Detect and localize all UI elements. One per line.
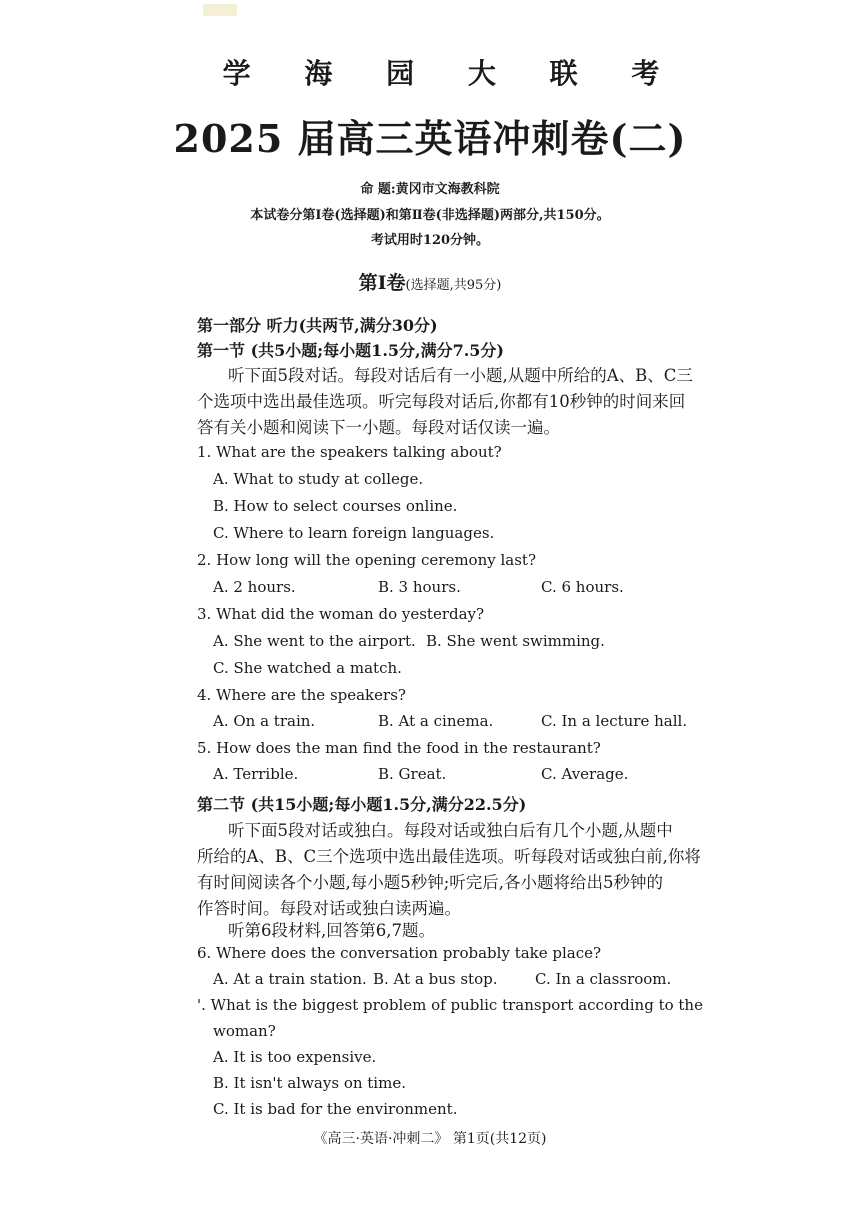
section2-title: 第二节 (共15小题;每小题1.5分,满分22.5分) [197, 795, 527, 814]
section1-instruction-line: 个选项中选出最佳选项。听完每段对话后,你都有10秒钟的时间来回 [197, 392, 686, 411]
volume-label: 第Ⅰ卷 [358, 272, 406, 294]
exam-info-line-2: 考试用时120分钟。 [370, 233, 490, 248]
question-2-option-a: A. 2 hours. [213, 578, 296, 596]
question-6-option-c: C. In a classroom. [535, 970, 672, 988]
question-1-option-b: B. How to select courses online. [213, 497, 458, 515]
question-6-option-b: B. At a bus stop. [373, 970, 498, 988]
section1-instruction-line: 听下面5段对话。每段对话后有一小题,从题中所给的A、B、C三 [228, 366, 693, 385]
question-1-option-c: C. Where to learn foreign languages. [213, 524, 495, 542]
question-4-stem: 4. Where are the speakers? [197, 686, 406, 704]
question-5-option-b: B. Great. [378, 765, 447, 783]
exam-title: 2025 届高三英语冲刺卷(二) [173, 116, 687, 161]
question-5-stem: 5. How does the man find the food in the restaurant? [197, 739, 601, 757]
page-footer: 《高三·英语·冲刺二》 第1页(共12页) [313, 1131, 547, 1147]
material-note: 听第6段材料,回答第6,7题。 [228, 921, 435, 940]
question-3-option-b: B. She went swimming. [426, 632, 605, 650]
question-6-stem: 6. Where does the conversation probably take place? [197, 944, 602, 962]
section2-instruction-line: 有时间阅读各个小题,每小题5秒钟;听完后,各小题将给出5秒钟的 [197, 873, 664, 892]
volume-heading [0, 268, 860, 295]
author-line: 命 题:黄冈市文海教科院 [360, 182, 500, 197]
question-4-option-c: C. In a lecture hall. [541, 712, 688, 730]
section2-instruction-line: 听下面5段对话或独白。每段对话或独白后有几个小题,从题中 [228, 821, 673, 840]
section2-instruction-line: 作答时间。每段对话或独白读两遍。 [197, 899, 461, 918]
question-7-option-c: C. It is bad for the environment. [213, 1100, 458, 1118]
question-7-option-a: A. It is too expensive. [213, 1048, 377, 1066]
question-1-stem: 1. What are the speakers talking about? [197, 443, 502, 461]
question-4-option-a: A. On a train. [213, 712, 316, 730]
volume-note: (选择题,共95分) [405, 278, 502, 293]
question-3-option-c: C. She watched a match. [213, 659, 402, 677]
part1-title: 第一部分 听力(共两节,满分30分) [197, 316, 438, 335]
question-5-option-a: A. Terrible. [213, 765, 299, 783]
question-7-stem: '. What is the biggest problem of public transport according to the [197, 996, 703, 1014]
question-3-stem: 3. What did the woman do yesterday? [197, 605, 485, 623]
section2-instruction-line: 所给的A、B、C三个选项中选出最佳选项。听每段对话或独白前,你将 [197, 847, 701, 866]
exam-brand: 学 海 园 大 联 考 [222, 57, 682, 90]
question-1-option-a: A. What to study at college. [213, 470, 424, 488]
exam-info-line-1: 本试卷分第Ⅰ卷(选择题)和第Ⅱ卷(非选择题)两部分,共150分。 [250, 208, 610, 223]
question-6-option-a: A. At a train station. [213, 970, 367, 988]
question-3-option-a: A. She went to the airport. [213, 632, 416, 650]
question-7-stem-continued: woman? [213, 1022, 276, 1040]
section1-title: 第一节 (共5小题;每小题1.5分,满分7.5分) [197, 341, 504, 360]
question-5-option-c: C. Average. [541, 765, 629, 783]
section1-instruction-line: 答有关小题和阅读下一小题。每段对话仅读一遍。 [197, 418, 560, 437]
question-2-option-b: B. 3 hours. [378, 578, 461, 596]
question-7-option-b: B. It isn't always on time. [213, 1074, 406, 1092]
question-2-stem: 2. How long will the opening ceremony last? [197, 551, 536, 569]
question-4-option-b: B. At a cinema. [378, 712, 494, 730]
scan-artifact [203, 4, 237, 16]
question-2-option-c: C. 6 hours. [541, 578, 624, 596]
